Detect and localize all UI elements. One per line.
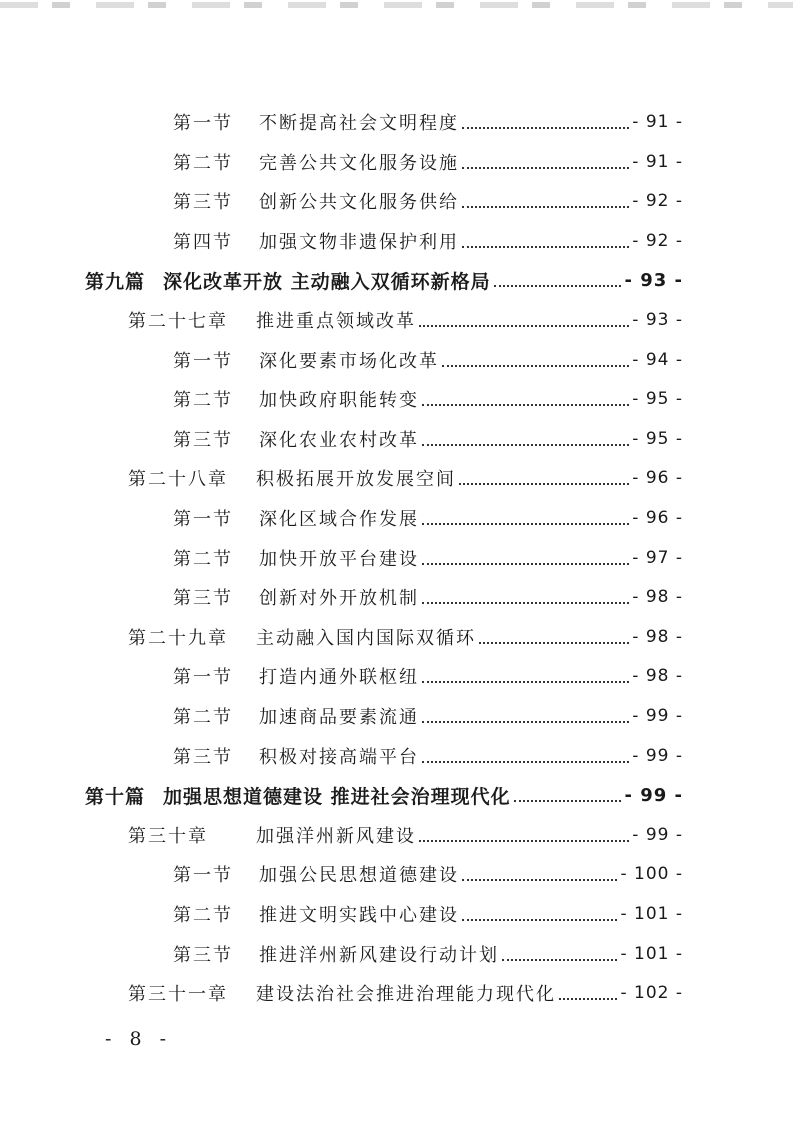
toc-entry-page: - 97 - [632,547,683,568]
toc-entry-label: 第二十七章 [128,311,228,332]
toc-entry-page: - 95 - [632,428,683,449]
toc-entry-page: - 96 - [632,508,683,528]
toc-entry-chap[interactable] [128,973,683,1013]
dot-leader [422,761,629,763]
dot-leader [462,206,629,208]
dot-leader [422,444,629,446]
toc-entry-page: - 93 - [624,269,683,291]
toc-entry-label: 第一节 [173,350,233,372]
toc-entry-sec[interactable] [173,894,683,934]
toc-entry-title: 加强公民思想道德建设 [259,865,459,887]
toc-entry-label: 第二节 [173,390,233,412]
toc-entry-label: 第一节 [173,509,233,530]
toc-entry-label: 第二十九章 [128,627,228,649]
toc-entry-label: 第三十一章 [128,984,228,1006]
toc-entry-chap[interactable] [128,815,683,855]
toc-entry-title: 加强文物非遗保护利用 [259,231,459,253]
toc-entry-chap[interactable] [128,300,683,340]
toc-entry-label: 第二十八章 [128,469,228,491]
toc-entry-sec[interactable] [173,379,683,419]
dot-leader [514,800,622,802]
toc-entry-chap[interactable] [128,458,683,498]
scan-artifact-line [0,2,793,8]
toc-entry-page: - 96 - [632,468,683,489]
toc-entry-label: 第四节 [173,231,233,253]
toc-entry-label: 第十篇 [85,785,146,808]
toc-entry-sec[interactable] [173,736,683,776]
toc-entry-title: 深化改革开放 主动融入双循环新格局 [163,270,491,293]
toc-entry-sec[interactable] [173,181,683,221]
toc-entry-page: - 92 - [632,230,683,251]
dot-leader [462,127,629,129]
toc-entry-title: 深化农业农村改革 [259,429,419,451]
toc-entry-sec[interactable] [173,340,683,380]
toc-entry-page: - 99 - [632,706,683,726]
toc-entry-sec[interactable] [173,102,683,142]
toc-entry-title: 积极对接高端平台 [259,746,419,768]
toc-entry-title: 加强洋州新风建设 [256,825,416,847]
dot-leader [494,285,622,287]
dot-leader [462,167,629,169]
toc-entry-label: 第三节 [173,192,233,214]
toc-entry-title: 深化要素市场化改革 [259,350,439,372]
toc-entry-label: 第二节 [173,548,233,570]
toc-entry-page: - 91 - [632,112,683,132]
toc-entry-title: 深化区域合作发展 [259,509,419,530]
dot-leader [422,602,629,604]
toc-entry-sec[interactable] [173,696,683,736]
dot-leader [462,919,617,921]
toc-entry-label: 第九篇 [85,270,146,293]
toc-entry-sec[interactable] [173,538,683,578]
toc-entry-page: - 99 - [632,745,683,766]
toc-entry-title: 建设法治社会推进治理能力现代化 [256,984,556,1006]
toc-entry-title: 加快政府职能转变 [259,390,419,412]
toc-entry-page: - 94 - [632,349,683,370]
toc-entry-label: 第三节 [173,429,233,451]
toc-entry-page: - 98 - [632,626,683,647]
toc-entry-label: 第一节 [173,113,233,134]
dot-leader [459,483,629,485]
toc-entry-title: 创新对外开放机制 [259,588,419,610]
toc-entry-sec[interactable] [173,577,683,617]
dot-leader [479,642,629,644]
toc-entry-page: - 100 - [620,864,683,885]
dot-leader [422,681,629,683]
toc-entry-label: 第三节 [173,746,233,768]
toc-entry-label: 第三节 [173,588,233,610]
toc-entry-page: - 101 - [620,904,683,924]
toc-entry-title: 推进重点领域改革 [256,311,416,332]
toc-entry-title: 创新公共文化服务供给 [259,192,459,214]
toc-entry-part[interactable] [85,260,683,300]
toc-entry-label: 第三十章 [128,825,208,847]
toc-entry-label: 第一节 [173,667,233,689]
toc-entry-page: - 93 - [632,310,683,330]
toc-entry-label: 第二节 [173,152,233,174]
dot-leader [422,563,629,565]
toc-entry-page: - 98 - [632,666,683,687]
toc-entry-chap[interactable] [128,617,683,657]
toc-entry-title: 加快开放平台建设 [259,548,419,570]
toc-entry-page: - 102 - [620,983,683,1004]
toc-entry-label: 第二节 [173,905,233,926]
toc-entry-title: 完善公共文化服务设施 [259,152,459,174]
dot-leader [422,523,629,525]
dot-leader [559,998,617,1000]
toc-entry-sec[interactable] [173,656,683,696]
toc-entry-page: - 92 - [632,191,683,212]
toc-entry-sec[interactable] [173,419,683,459]
toc-entry-label: 第一节 [173,865,233,887]
toc-entry-label: 第三节 [173,944,233,966]
dot-leader [462,246,629,248]
toc-entry-page: - 99 - [632,824,683,845]
toc-entry-title: 推进洋州新风建设行动计划 [259,944,499,966]
toc-entry-page: - 95 - [632,389,683,410]
dot-leader [502,959,617,961]
toc-entry-sec[interactable] [173,142,683,182]
toc-entry-title: 不断提高社会文明程度 [259,113,459,134]
toc-entry-page: - 91 - [632,151,683,172]
toc-entry-title: 积极拓展开放发展空间 [256,469,456,491]
toc-entry-title: 加速商品要素流通 [259,707,419,728]
dot-leader [442,365,629,367]
dot-leader [462,879,617,881]
dot-leader [419,325,629,327]
toc-entry-sec[interactable] [173,221,683,261]
toc-entry-title: 加强思想道德建设 推进社会治理现代化 [163,785,511,808]
dot-leader [422,721,629,723]
toc-entry-title: 打造内通外联枢纽 [259,667,419,689]
toc-entry-title: 主动融入国内国际双循环 [256,627,476,649]
toc-entry-sec[interactable] [173,934,683,974]
toc-entry-page: - 98 - [632,587,683,608]
page-number: - 8 - [105,1028,173,1050]
toc-entry-part[interactable] [85,775,683,815]
toc-entry-page: - 101 - [620,943,683,964]
toc-entry-title: 推进文明实践中心建设 [259,905,459,926]
toc-entry-sec[interactable] [173,498,683,538]
toc-entry-sec[interactable] [173,854,683,894]
dot-leader [419,840,629,842]
toc-entry-page: - 99 - [624,784,683,806]
toc-entry-label: 第二节 [173,707,233,728]
dot-leader [422,404,629,406]
